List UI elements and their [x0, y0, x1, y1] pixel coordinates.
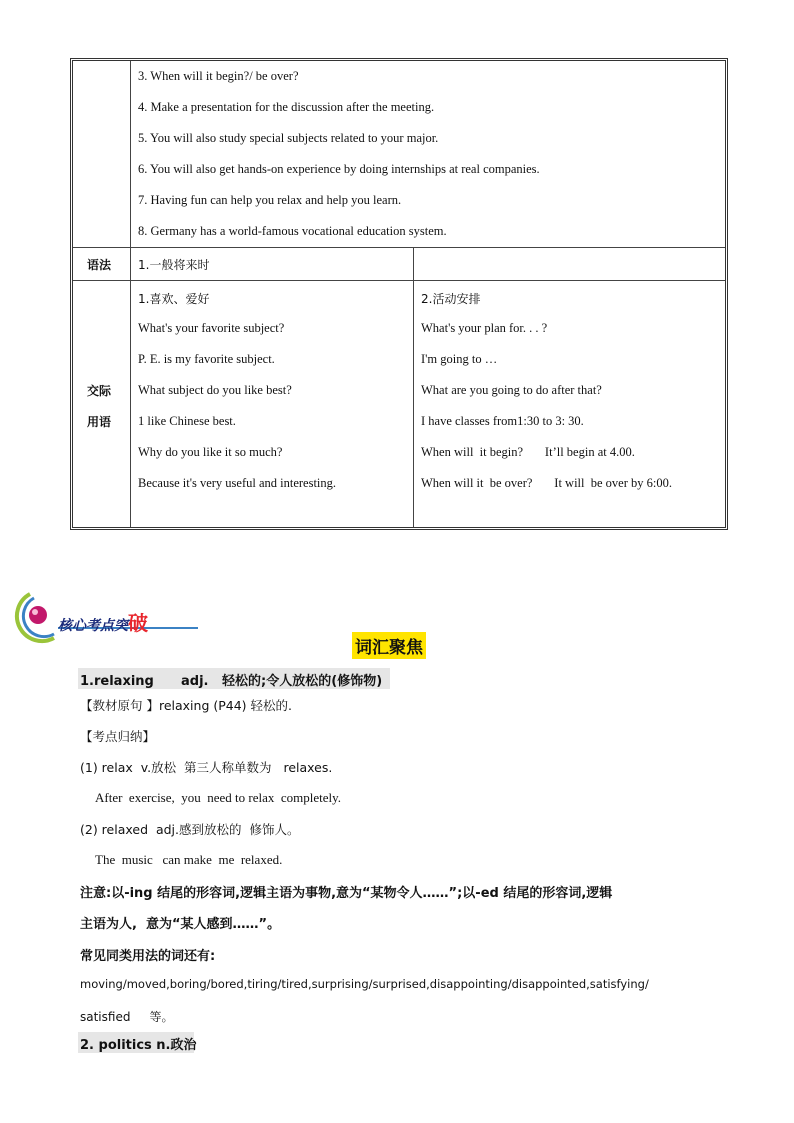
right-line: What are you going to do after that? — [421, 383, 602, 397]
sentences-cell — [131, 61, 725, 247]
sentence-3: 3. When will it begin?/ be over? — [138, 69, 299, 83]
table-row-grammar — [73, 248, 725, 281]
item1-summary-label: 【考点归纳】 — [80, 729, 156, 744]
item1-point-2: (2) relaxed adj.感到放松的 修饰人。 — [80, 822, 300, 837]
communication-right — [414, 281, 725, 527]
note-line-1: 注意:以-ing 结尾的形容词,逻辑主语为事物,意为“某物令人……”;以-ed 结尾的形容词,逻辑 — [80, 886, 613, 901]
common-words-list-end: satisfied 等。 — [80, 1010, 174, 1024]
sentence-6: 6. You will also get hands-on experience by doing internships at real companies. — [138, 162, 540, 176]
column-divider — [413, 248, 414, 280]
sentence-8: 8. Germany has a world-famous vocational education system. — [138, 224, 447, 238]
left-line: 1 like Chinese best. — [138, 414, 236, 428]
item1-point-1: (1) relax v.放松 第三人称单数为 relaxes. — [80, 760, 333, 775]
common-words-list: moving/moved,boring/bored,tiring/tired,surprising/surprised,disappointing/disappointed,satisfying/ — [80, 977, 649, 991]
right-line: When will it begin? It’ll begin at 4.00. — [421, 445, 635, 459]
grammar-value: 1.一般将来时 — [138, 258, 210, 272]
note-line-2: 主语为人, 意为“某人感到……”。 — [80, 917, 281, 932]
row-label-empty — [73, 61, 131, 247]
row-label-grammar: 语法 — [73, 248, 131, 280]
right-line: What's your plan for. . . ? — [421, 321, 548, 335]
right-line: When will it be over? It will be over by 6:00. — [421, 476, 672, 490]
left-heading: 1.喜欢、爱好 — [138, 292, 210, 306]
left-line: What's your favorite subject? — [138, 321, 285, 335]
sentence-4: 4. Make a presentation for the discussion after the meeting. — [138, 100, 435, 114]
right-line: I'm going to … — [421, 352, 498, 366]
item1-example-2: The music can make me relaxed. — [95, 852, 283, 867]
sentence-7: 7. Having fun can help you relax and help you learn. — [138, 193, 402, 207]
summary-table — [70, 58, 728, 530]
right-heading: 2.活动安排 — [421, 292, 481, 306]
row-label-communication: 交际 用语 — [73, 281, 131, 527]
bullet-ball-icon — [29, 606, 47, 624]
item1-heading: 1.relaxing adj. 轻松的;令人放松的(修饰物) — [80, 674, 383, 689]
item1-source: 【教材原句 】relaxing (P44) 轻松的. — [80, 698, 293, 713]
grammar-cell — [131, 248, 725, 280]
sentence-5: 5. You will also study special subjects related to your major. — [138, 131, 439, 145]
common-words-heading: 常见同类用法的词还有: — [80, 949, 216, 964]
left-line: What subject do you like best? — [138, 383, 292, 397]
vocabulary-focus-title: 词汇聚焦 — [352, 632, 426, 659]
table-row-sentences — [73, 61, 725, 248]
item1-example-1: After exercise, you need to relax completely. — [95, 790, 342, 805]
communication-left — [131, 281, 413, 527]
table-row-communication — [73, 281, 725, 527]
left-line: Because it's very useful and interesting. — [138, 476, 337, 490]
left-line: P. E. is my favorite subject. — [138, 352, 275, 366]
item2-heading: 2. politics n.政治 — [80, 1038, 197, 1053]
right-line: I have classes from1:30 to 3: 30. — [421, 414, 584, 428]
left-line: Why do you like it so much? — [138, 445, 283, 459]
section-banner-title: 核心考点突破 — [58, 611, 148, 635]
